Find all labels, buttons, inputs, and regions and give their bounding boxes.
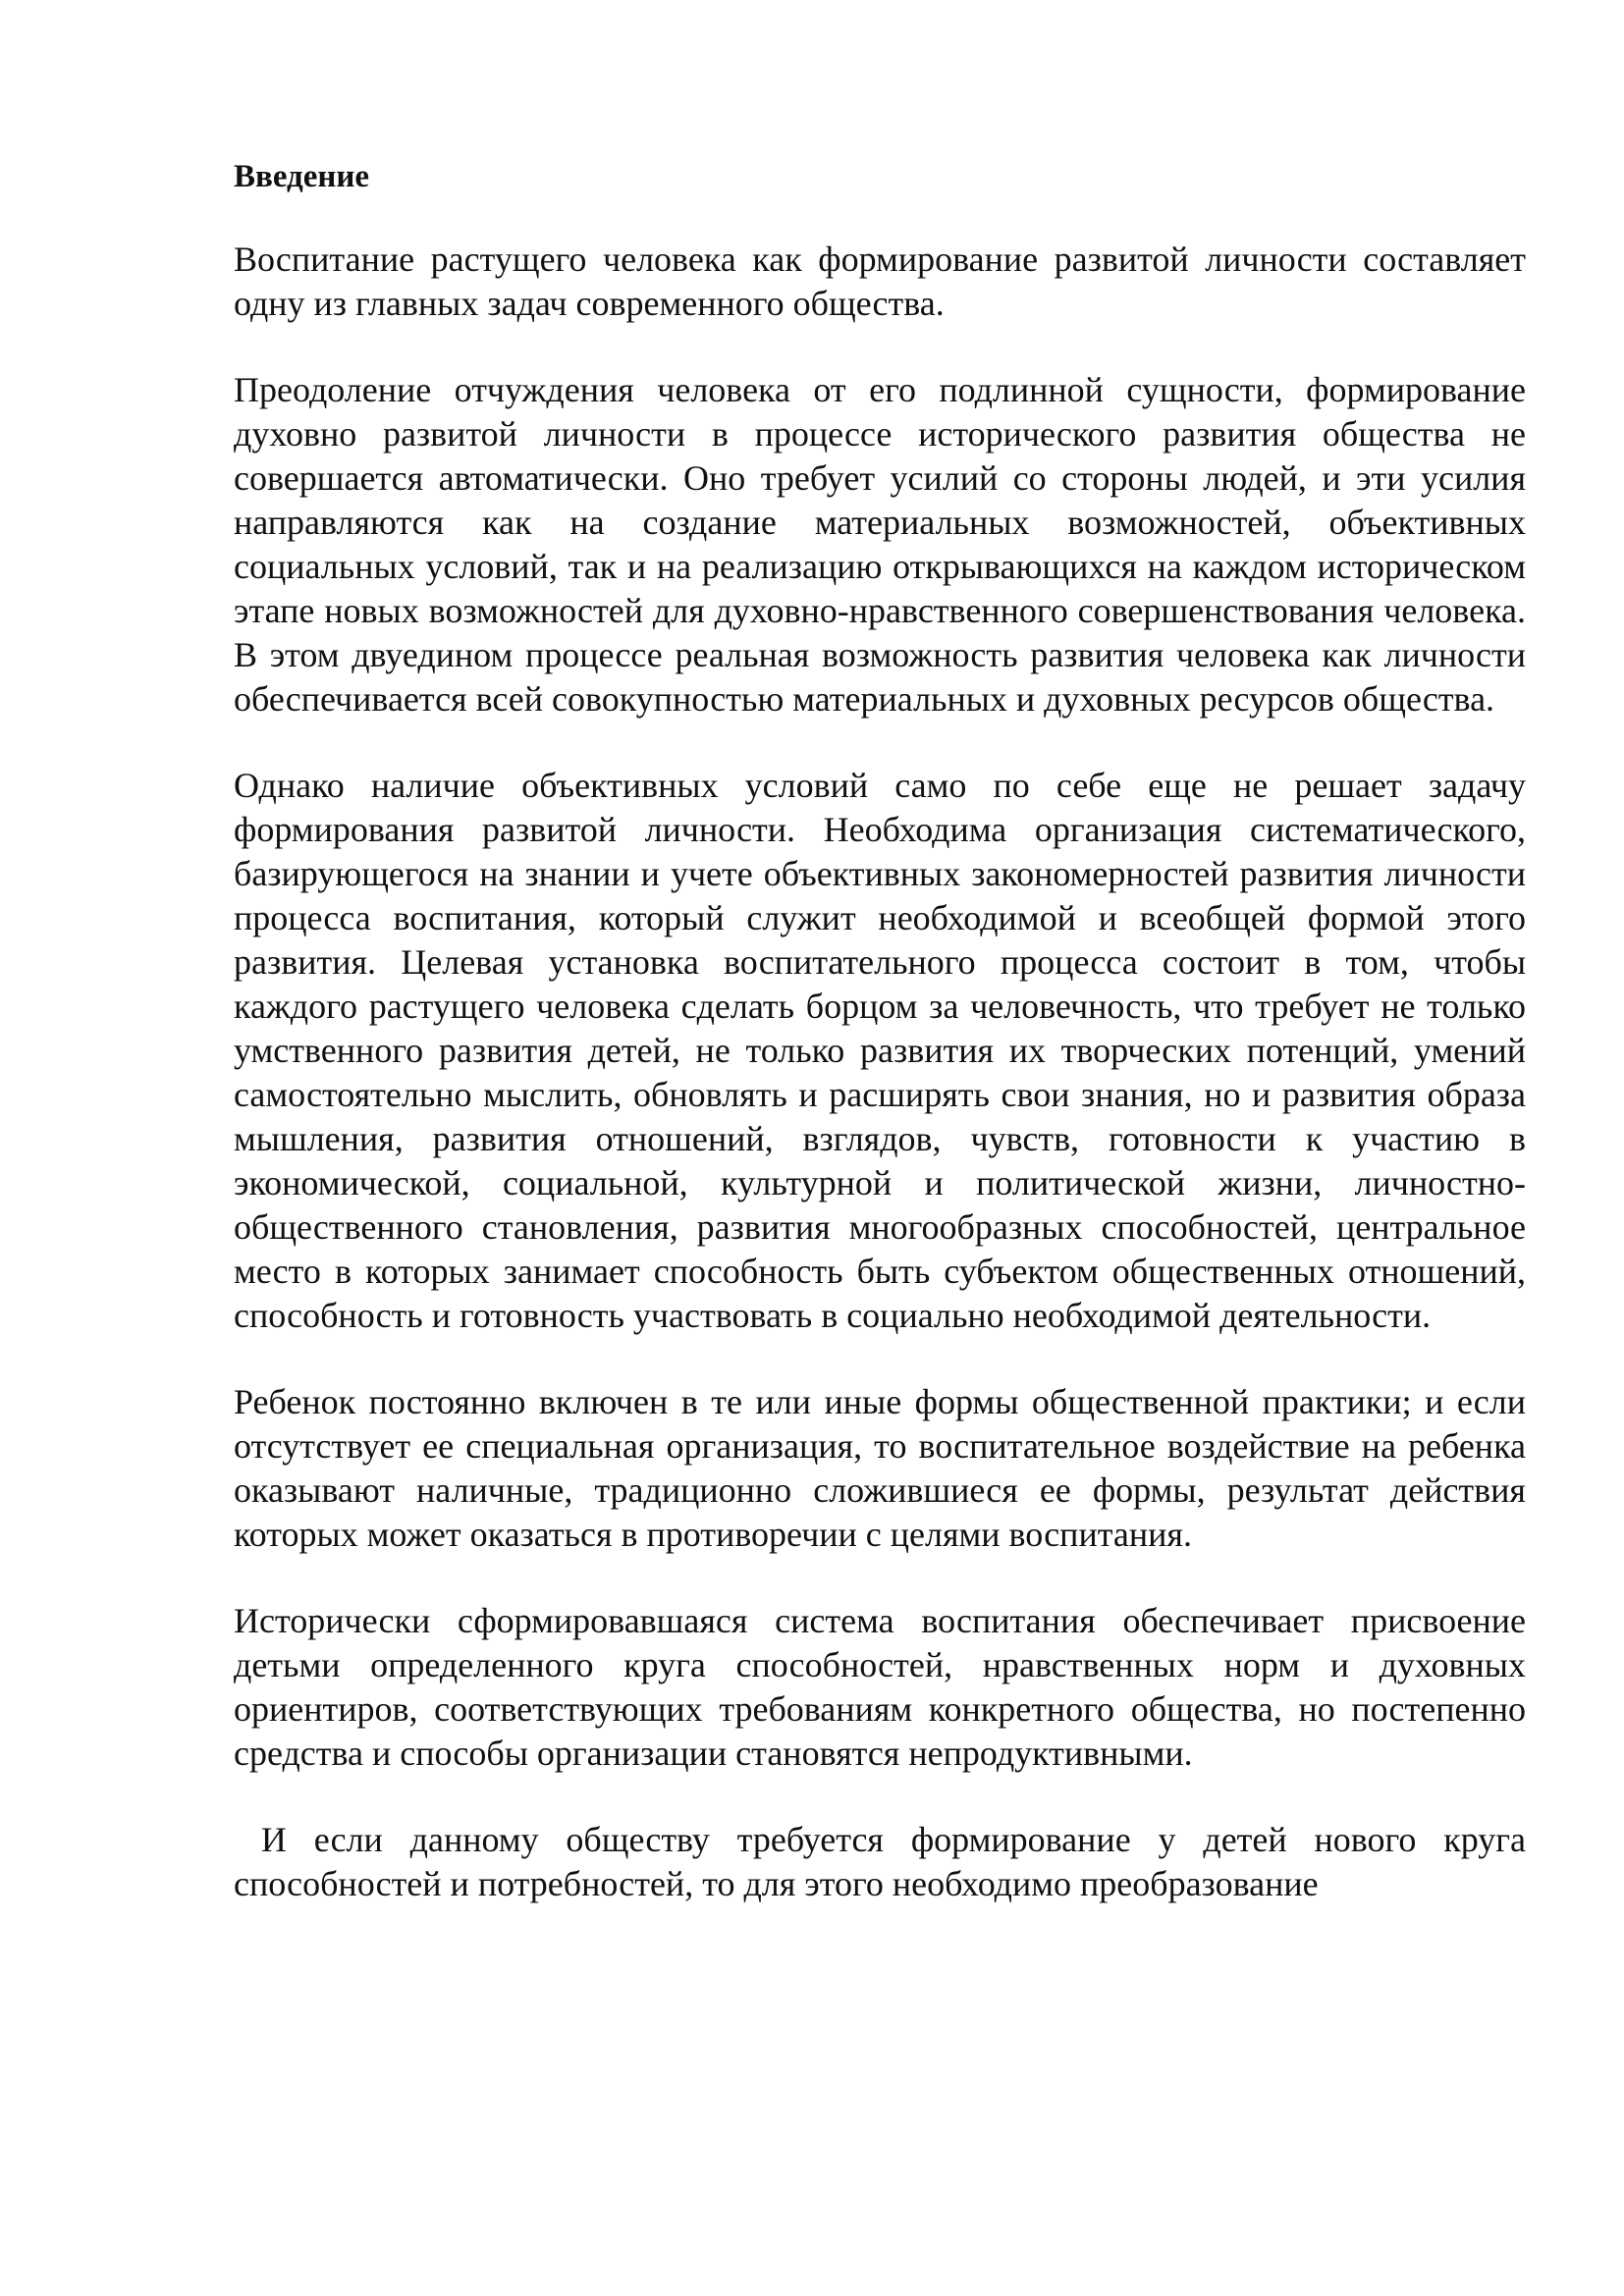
paragraph-2: Преодоление отчуждения человека от его подлинной сущности, формирование духовно развитой личности в процессе исторического развития общества не совершается автоматически. Оно требует усилий со стороны людей, и эти усилия направляются как на создание материальных возможностей, объективных социальных условий, так и на реализацию открывающихся на каждом историческом этапе новых возможностей для духовно-нравственного совершенствования человека. В этом двуедином процессе реальная возможность развития человека как личности обеспечивается всей совокупностью материальных и духовных ресурсов общества. xyxy=(234,370,1526,719)
paragraph-1: Воспитание растущего человека как формирование развитой личности составляет одну из главных задач современного общества. xyxy=(234,240,1526,323)
paragraph-4: Ребенок постоянно включен в те или иные формы общественной практики; и если отсутствует ее специальная организация, то воспитательное воздействие на ребенка оказывают наличные, традиционно сложившиеся ее формы, результат действия которых может оказаться в противоречии с целями воспитания. xyxy=(234,1382,1526,1554)
paragraph-3: Однако наличие объективных условий само по себе еще не решает задачу формирования развитой личности. Необходима организация систематического, базирующегося на знании и учете объективных закономерностей развития личности процесса воспитания, который служит необходимой и всеобщей формой этого развития. Целевая установка воспитательного процесса состоит в том, чтобы каждого растущего человека сделать борцом за человечность, что требует не только умственного развития детей, не только развития их творческих потенций, умений самостоятельно мыслить, обновлять и расширять свои знания, но и развития образа мышления, развития отношений, взглядов, чувств, готовности к участию в экономической, социальной, культурной и политической жизни, личностно-общественного становления, развития многообразных способностей, центральное место в которых занимает способность быть субъектом общественных отношений, способность и готовность участвовать в социально необходимой деятельности. xyxy=(234,766,1526,1335)
paragraph-6: И если данному обществу требуется формирование у детей нового круга способностей и потребностей, то для этого необходимо преобразование xyxy=(234,1820,1535,1903)
paragraph-5: Исторически сформировавшаяся система воспитания обеспечивает присвоение детьми определенного круга способностей, нравственных норм и духовных ориентиров, соответствующих требованиям конкретного общества, но постепенно средства и способы организации становятся непродуктивными. xyxy=(234,1601,1526,1773)
section-heading: Введение xyxy=(234,159,370,194)
document-body xyxy=(234,149,1535,1949)
